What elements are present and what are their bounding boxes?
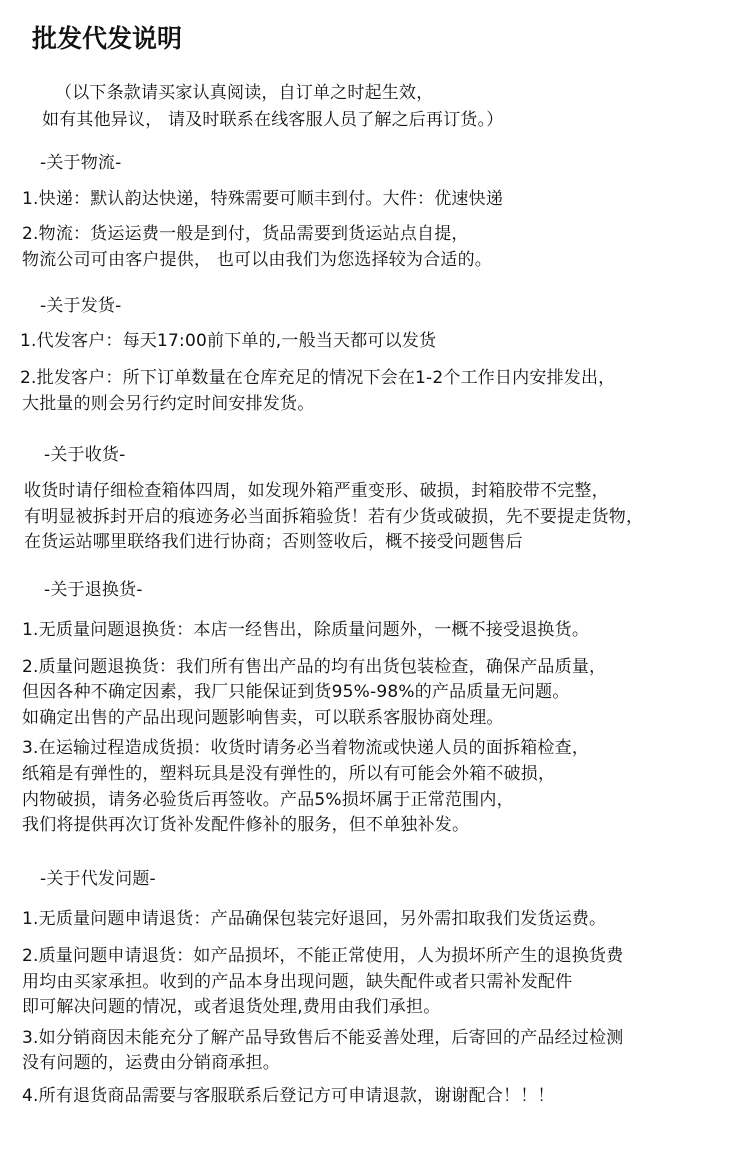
section-heading-logistics: -关于物流- <box>40 153 122 173</box>
returns-item-cont: 我们将提供再次订货补发配件修补的服务，但不单独补发。 <box>22 815 470 835</box>
logistics-item-cont: 物流公司可由客户提供， 也可以由我们为您选择较为合适的。 <box>22 250 493 270</box>
intro-line: 如有其他异议， 请及时联系在线客服人员了解之后再订货。） <box>42 110 504 130</box>
logistics-item: 2.物流：货运运费一般是到付，货品需要到货运站点自提， <box>22 224 469 244</box>
dropship-item-cont: 没有问题的，运费由分销商承担。 <box>22 1053 280 1073</box>
section-heading-shipping: -关于发货- <box>40 296 122 316</box>
shipping-item: 2.批发客户：所下订单数量在仓库充足的情况下会在1-2个工作日内安排发出， <box>20 368 616 388</box>
receiving-line: 有明显被拆封开启的痕迹务必当面拆箱验货！若有少货或破损，先不要提走货物， <box>24 507 644 527</box>
receiving-line: 收货时请仔细检查箱体四周，如发现外箱严重变形、破损，封箱胶带不完整， <box>24 481 609 501</box>
dropship-item-cont: 用均由买家承担。收到的产品本身出现问题，缺失配件或者只需补发配件 <box>22 972 573 992</box>
dropship-item-cont: 即可解决问题的情况，或者退货处理,费用由我们承担。 <box>22 997 441 1017</box>
returns-item-cont: 纸箱是有弹性的，塑料玩具是没有弹性的，所以有可能会外箱不破损， <box>22 764 556 784</box>
shipping-item: 1.代发客户：每天17:00前下单的,一般当天都可以发货 <box>20 331 437 351</box>
section-heading-receiving: -关于收货- <box>44 445 126 465</box>
returns-item-cont: 如确定出售的产品出现问题影响售卖，可以联系客服协商处理。 <box>22 708 504 728</box>
section-heading-dropship: -关于代发问题- <box>40 869 156 889</box>
returns-item: 2.质量问题退换货：我们所有售出产品的均有出货包装检查，确保产品质量， <box>22 657 607 677</box>
logistics-item: 1.快递：默认韵达快递，特殊需要可顺丰到付。大件：优速快递 <box>22 189 504 209</box>
dropship-item: 4.所有退货商品需要与客服联系后登记方可申请退款，谢谢配合！！！ <box>22 1086 555 1106</box>
returns-item-cont: 但因各种不确定因素，我厂只能保证到货95%-98%的产品质量无问题。 <box>22 682 570 702</box>
shipping-item-cont: 大批量的则会另行约定时间安排发货。 <box>22 394 315 414</box>
returns-item: 3.在运输过程造成货损：收货时请务必当着物流或快递人员的面拆箱检查， <box>22 738 590 758</box>
intro-line: （以下条款请买家认真阅读，自订单之时起生效， <box>55 83 434 103</box>
dropship-item: 3.如分销商因未能充分了解产品导致售后不能妥善处理，后寄回的产品经过检测 <box>22 1028 624 1048</box>
dropship-item: 1.无质量问题申请退货：产品确保包装完好退回，另外需扣取我们发货运费。 <box>22 909 607 929</box>
returns-item-cont: 内物破损，请务必验货后再签收。产品5%损坏属于正常范围内， <box>22 790 514 810</box>
page-title: 批发代发说明 <box>32 24 183 53</box>
section-heading-returns: -关于退换货- <box>44 580 143 600</box>
returns-item: 1.无质量问题退换货：本店一经售出，除质量问题外，一概不接受退换货。 <box>22 620 590 640</box>
dropship-item: 2.质量问题申请退货：如产品损坏，不能正常使用，人为损坏所产生的退换货费 <box>22 946 624 966</box>
receiving-line: 在货运站哪里联络我们进行协商；否则签收后，概不接受问题售后 <box>24 532 523 552</box>
